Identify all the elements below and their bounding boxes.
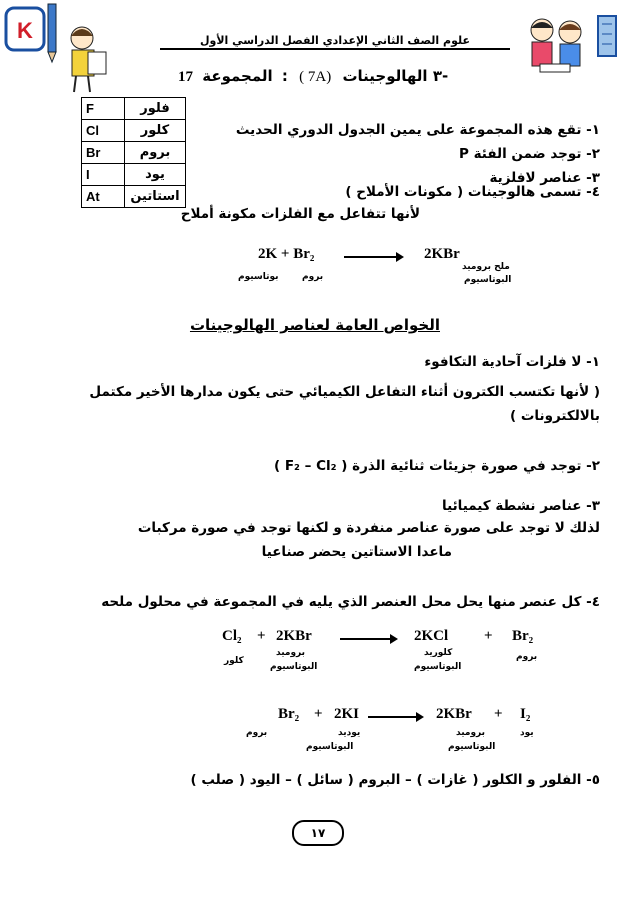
- table-row: [82, 120, 186, 142]
- children-illustration: [520, 14, 594, 80]
- property-3-exception: ماعدا الاستاتين يحضر صناعيا: [261, 544, 452, 560]
- eq2-label-kbr: بروميد: [276, 648, 306, 658]
- element-symbol: F: [82, 98, 125, 120]
- section-number: ٣-: [432, 67, 449, 85]
- eq1-reactants: 2K + Br₂: [258, 246, 315, 262]
- element-symbol: Br: [82, 142, 125, 164]
- eq3-arrow: [368, 716, 422, 718]
- eq3-label-kbr: بروميد: [456, 728, 486, 738]
- eq2-chlorine: Cl₂: [222, 628, 242, 644]
- eq2-plus-2: +: [484, 628, 493, 644]
- properties-title: الخواص العامة لعناصر الهالوجينات: [189, 316, 440, 334]
- section-title: [178, 67, 448, 86]
- eq2-bromine: Br₂: [512, 628, 534, 644]
- eq3-plus: +: [314, 706, 323, 722]
- property-1: ١- لا فلزات آحادية التكافوء: [424, 354, 600, 370]
- group-number: 17: [178, 69, 193, 85]
- eq2-label-kbr-2: البوتاسيوم: [270, 662, 318, 672]
- eq3-label-ki-2: البوتاسيوم: [306, 742, 354, 752]
- eq2-label-kcl: كلوريد: [424, 648, 453, 658]
- intro-line-4: ٤- تسمى هالوجينات ( مكونات الأملاح ): [345, 184, 600, 200]
- element-name: يود: [125, 164, 186, 186]
- header-title: علوم الصف الثاني الإعدادي الفصل الدراسي الأول: [199, 34, 470, 47]
- table-row: [82, 98, 186, 120]
- header-divider: [160, 48, 510, 50]
- eq3-label-iodine: يود: [520, 728, 534, 738]
- publisher-logo: [4, 6, 46, 52]
- property-3-reason: لذلك لا توجد على صورة عناصر منفردة و لكنها توجد في صورة مركبات: [137, 520, 600, 536]
- element-name: كلور: [125, 120, 186, 142]
- eq3-ki: 2KI: [334, 706, 360, 722]
- eq2-kcl: 2KCl: [414, 628, 449, 644]
- eq3-label-bromine: بروم: [246, 728, 268, 738]
- eq2-arrow: [340, 638, 396, 640]
- eq3-plus-2: +: [494, 706, 503, 722]
- property-5: ٥- الفلور و الكلور ( غازات ) – البروم ( سائل ) – اليود ( صلب ): [190, 772, 600, 788]
- property-2: ٢- توجد في صورة جزيئات ثنائية الذرة ( F₂ – Cl₂ ): [273, 458, 600, 474]
- element-symbol: At: [82, 186, 125, 208]
- eq3-label-ki: يوديد: [338, 728, 361, 738]
- page-number: ١٧: [292, 820, 344, 846]
- element-name: فلور: [125, 98, 186, 120]
- intro-line-3: ٣- عناصر لافلزية: [489, 170, 600, 186]
- halogens-table: [81, 97, 186, 208]
- element-name: بروم: [125, 142, 186, 164]
- eq2-plus: +: [257, 628, 266, 644]
- table-row: [82, 186, 186, 208]
- eq1-label-bromine: بروم: [302, 272, 324, 282]
- section-name: الهالوجينات: [342, 67, 428, 85]
- intro-line-1: ١- تقع هذه المجموعة على يمين الجدول الدوري الحديث: [235, 122, 600, 138]
- eq3-kbr: 2KBr: [436, 706, 472, 722]
- property-4: ٤- كل عنصر منها يحل محل العنصر الذي يليه في المجموعة في محلول ملحه: [101, 594, 600, 610]
- intro-line-2: ٢- توجد ضمن الفئة P: [459, 146, 600, 162]
- eq1-arrow: [344, 256, 402, 258]
- element-symbol: Cl: [82, 120, 125, 142]
- eq3-iodine: I₂: [520, 706, 531, 722]
- eq2-label-bromine: بروم: [516, 652, 538, 662]
- eq1-label-salt-2: البوتاسيوم: [464, 275, 512, 285]
- element-name: استاتين: [125, 186, 186, 208]
- property-1-reason: ( لأنها تكتسب الكترون أثناء التفاعل الكيميائي حتى يكون مدارها الأخير مكتمل: [89, 384, 600, 400]
- group-label: المجموعة: [202, 67, 273, 85]
- property-3: ٣- عناصر نشطة كيميائيا: [442, 498, 600, 514]
- eq2-kbr: 2KBr: [276, 628, 312, 644]
- element-symbol: I: [82, 164, 125, 186]
- eq1-product: 2KBr: [424, 246, 460, 262]
- colon: :: [281, 67, 288, 85]
- eq1-label-salt: ملح بروميد: [462, 262, 510, 272]
- group-code: ( 7A): [299, 69, 332, 85]
- eq3-bromine: Br₂: [278, 706, 300, 722]
- intro-line-5: لأنها تتفاعل مع الفلزات مكونة أملاح: [180, 206, 420, 222]
- table-row: [82, 142, 186, 164]
- svg-text:K: K: [17, 18, 33, 43]
- eq1-label-potassium: بوتاسيوم: [238, 272, 279, 282]
- property-1-reason-cont: بالالكترونات ): [510, 408, 600, 424]
- eq3-label-kbr-2: البوتاسيوم: [448, 742, 496, 752]
- eq2-label-chlorine: كلور: [224, 656, 244, 666]
- eq2-label-kcl-2: البوتاسيوم: [414, 662, 462, 672]
- table-row: [82, 164, 186, 186]
- girl-reading-illustration: [58, 22, 116, 94]
- ruler-icon: [596, 14, 618, 58]
